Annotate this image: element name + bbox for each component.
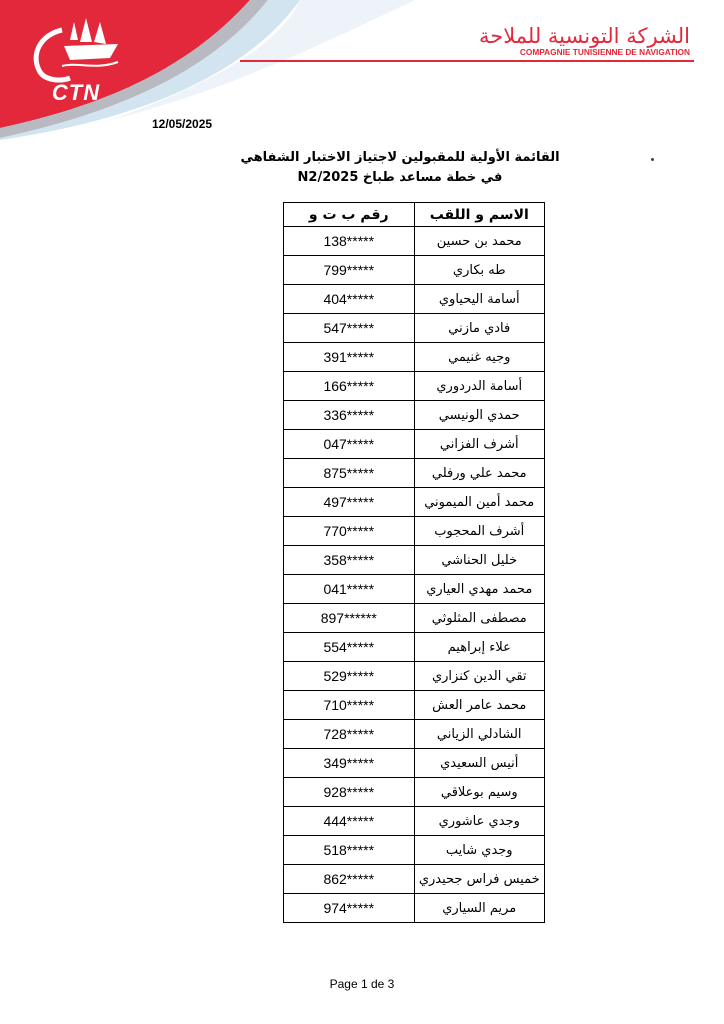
table-row [284, 720, 545, 749]
candidate-name: علاء إبراهيم [414, 633, 545, 662]
candidate-name: أسامة اليحياوي [414, 285, 545, 314]
candidates-table [283, 202, 545, 923]
table-row [284, 633, 545, 662]
candidate-name: خليل الحناشي [414, 546, 545, 575]
table-row [284, 691, 545, 720]
candidate-name: الشادلي الزياني [414, 720, 545, 749]
candidate-id: 770***** [284, 517, 415, 546]
candidate-name: طه بكاري [414, 256, 545, 285]
header-name: الاسم و اللقب [414, 203, 545, 227]
candidate-name: محمد مهدي العياري [414, 575, 545, 604]
table-row [284, 662, 545, 691]
candidate-id: 336***** [284, 401, 415, 430]
table-row [284, 604, 545, 633]
table-row [284, 865, 545, 894]
table-row [284, 778, 545, 807]
candidate-id: 358***** [284, 546, 415, 575]
candidate-name: فادي مازني [414, 314, 545, 343]
table-row [284, 517, 545, 546]
candidate-id: 710***** [284, 691, 415, 720]
candidate-id: 047***** [284, 430, 415, 459]
company-name-arabic: الشركة التونسية للملاحة [478, 24, 690, 48]
table-row [284, 430, 545, 459]
candidate-name: تقي الدين كنزاري [414, 662, 545, 691]
candidate-id: 547***** [284, 314, 415, 343]
candidate-name: محمد عامر العش [414, 691, 545, 720]
candidate-name: محمد أمين الميموني [414, 488, 545, 517]
document-date: 12/05/2025 [152, 117, 213, 131]
logo-text: CTN [51, 80, 101, 105]
page-number: Page 1 de 3 [329, 977, 395, 991]
company-name-french: COMPAGNIE TUNISIENNE DE NAVIGATION [519, 47, 690, 57]
table-row [284, 488, 545, 517]
candidate-name: وجدي شايب [414, 836, 545, 865]
candidate-name: مصطفى المثلوثي [414, 604, 545, 633]
candidate-name: محمد بن حسين [414, 227, 545, 256]
candidate-id: 875***** [284, 459, 415, 488]
candidate-id: 391***** [284, 343, 415, 372]
stray-dot [651, 158, 654, 161]
candidate-id: 862***** [284, 865, 415, 894]
candidate-id: 444***** [284, 807, 415, 836]
candidate-name: وسيم بوعلاقي [414, 778, 545, 807]
candidate-id: 554***** [284, 633, 415, 662]
table-row [284, 227, 545, 256]
header-rule [240, 60, 694, 62]
candidate-name: خميس فراس جحيدري [414, 865, 545, 894]
candidate-name: أشرف الفزاني [414, 430, 545, 459]
candidate-id: 799***** [284, 256, 415, 285]
candidate-name: أسامة الدردوري [414, 372, 545, 401]
candidate-name: مريم السياري [414, 894, 545, 923]
candidate-id: 897****** [284, 604, 415, 633]
table-header-row [284, 203, 545, 227]
table-row [284, 546, 545, 575]
document-title-line1: القائمة الأولية للمقبولين لاجتياز الاختبار الشفاهي [240, 150, 560, 165]
candidate-id: 928***** [284, 778, 415, 807]
candidate-id: 529***** [284, 662, 415, 691]
candidate-id: 041***** [284, 575, 415, 604]
candidate-name: أشرف المحجوب [414, 517, 545, 546]
table-row [284, 807, 545, 836]
table-row [284, 256, 545, 285]
table-row [284, 894, 545, 923]
table-row [284, 343, 545, 372]
candidate-id: 166***** [284, 372, 415, 401]
table-row [284, 575, 545, 604]
table-row [284, 459, 545, 488]
table-row [284, 749, 545, 778]
candidate-id: 728***** [284, 720, 415, 749]
table-row [284, 285, 545, 314]
candidate-id: 497***** [284, 488, 415, 517]
table-row [284, 372, 545, 401]
candidate-name: وجدي عاشوري [414, 807, 545, 836]
table-row [284, 314, 545, 343]
candidate-name: أنيس السعيدي [414, 749, 545, 778]
candidate-id: 138***** [284, 227, 415, 256]
document-title-line2: في خطة مساعد طباخ N2/2025 [297, 170, 503, 185]
candidate-id: 349***** [284, 749, 415, 778]
candidate-name: حمدي الونيسي [414, 401, 545, 430]
candidate-id: 404***** [284, 285, 415, 314]
header-id: رقم ب ت و [284, 203, 415, 227]
candidate-name: وجيه غنيمي [414, 343, 545, 372]
table-row [284, 401, 545, 430]
candidate-id: 974***** [284, 894, 415, 923]
table-row [284, 836, 545, 865]
candidate-name: محمد علي ورفلي [414, 459, 545, 488]
candidate-id: 518***** [284, 836, 415, 865]
